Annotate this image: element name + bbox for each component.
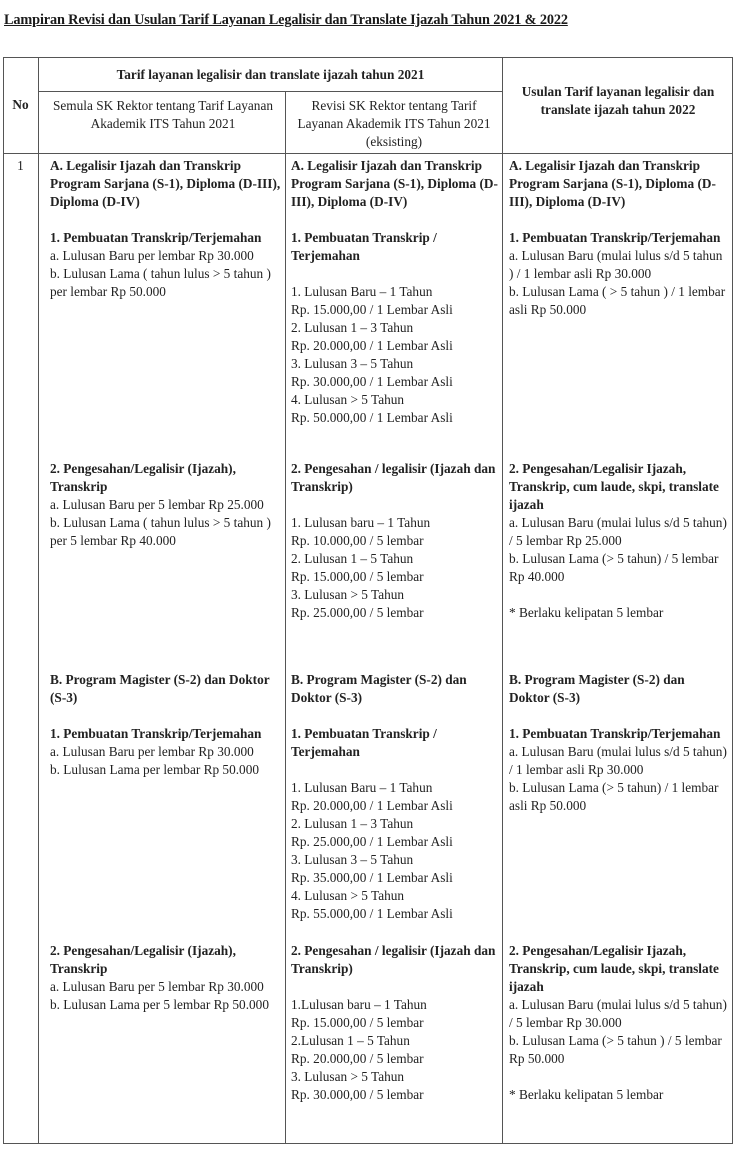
- revisi-b2-line: Rp. 15.000,00 / 5 lembar: [291, 1015, 424, 1030]
- revisi-b1-line: Rp. 20.000,00 / 1 Lembar Asli: [291, 798, 453, 813]
- revisi-a2-title: 2. Pengesahan / legalisir (Ijazah dan Transkrip): [291, 461, 496, 494]
- revisi-b1-line: Rp. 35.000,00 / 1 Lembar Asli: [291, 870, 453, 885]
- revisi-section-b2: [291, 942, 499, 1104]
- usulan-b1-line: b. Lulusan Lama (> 5 tahun) / 1 lembar asli Rp 50.000: [509, 780, 719, 813]
- usulan-b2-line: a. Lulusan Baru (mulai lulus s/d 5 tahun) / 5 lembar Rp 30.000: [509, 997, 727, 1030]
- revisi-b2-line: 3. Lulusan > 5 Tahun: [291, 1069, 405, 1084]
- semula-a1-title: 1. Pembuatan Transkrip/Terjemahan: [50, 230, 262, 245]
- revisi-a1-line: 4. Lulusan > 5 Tahun: [291, 392, 405, 407]
- header-col-revisi: Revisi SK Rektor tentang Tarif Layanan Akademik ITS Tahun 2021 (eksisting): [297, 98, 491, 149]
- revisi-b2-line: 1.Lulusan baru – 1 Tahun: [291, 997, 427, 1012]
- revisi-a1-line: Rp. 30.000,00 / 1 Lembar Asli: [291, 374, 453, 389]
- usulan-a2-line: b. Lulusan Lama (> 5 tahun) / 5 lembar Rp 40.000: [509, 551, 719, 584]
- semula-a-title: A. Legalisir Ijazah dan Transkrip Program Sarjana (S-1), Diploma (D-III), Diploma (D-IV): [50, 158, 281, 209]
- revisi-b-title: B. Program Magister (S-2) dan Doktor (S-3): [291, 672, 467, 705]
- revisi-a2-line: 2. Lulusan 1 – 5 Tahun: [291, 551, 414, 566]
- semula-section-b: [50, 671, 282, 779]
- revisi-a2-line: Rp. 25.000,00 / 5 lembar: [291, 605, 424, 620]
- revisi-a2-line: Rp. 15.000,00 / 5 lembar: [291, 569, 424, 584]
- usulan-a2-line: a. Lulusan Baru (mulai lulus s/d 5 tahun) / 5 lembar Rp 25.000: [509, 515, 727, 548]
- revisi-a-title: A. Legalisir Ijazah dan Transkrip Program Sarjana (S-1), Diploma (D-III), Diploma (D-IV): [291, 158, 498, 209]
- revisi-a2-line: 3. Lulusan > 5 Tahun: [291, 587, 405, 602]
- table-border-top: [3, 57, 733, 58]
- table-border-left: [3, 57, 4, 1144]
- semula-b1-line: b. Lulusan Lama per lembar Rp 50.000: [50, 762, 260, 777]
- usulan-b2-title: 2. Pengesahan/Legalisir Ijazah, Transkrip, cum laude, skpi, translate ijazah: [509, 943, 719, 994]
- header-col-usulan: Usulan Tarif layanan legalisir dan translate ijazah tahun 2022: [521, 84, 715, 117]
- header-bottom-border: [3, 153, 733, 154]
- column-divider-semula: [285, 91, 286, 1144]
- usulan-a1-line: a. Lulusan Baru (mulai lulus s/d 5 tahun ) / 1 lembar asli Rp 30.000: [509, 248, 723, 281]
- table-border-bottom: [3, 1143, 733, 1144]
- revisi-b2-line: Rp. 20.000,00 / 5 lembar: [291, 1051, 424, 1066]
- header-col-semula: Semula SK Rektor tentang Tarif Layanan Akademik ITS Tahun 2021: [53, 98, 274, 131]
- table-border-right: [732, 57, 733, 1144]
- revisi-a1-line: Rp. 15.000,00 / 1 Lembar Asli: [291, 302, 453, 317]
- usulan-section-b2: [509, 942, 727, 1104]
- revisi-section-a2: [291, 460, 499, 622]
- usulan-b2-note: * Berlaku kelipatan 5 lembar: [509, 1087, 664, 1102]
- semula-a2-title: 2. Pengesahan/Legalisir (Ijazah), Transkrip: [50, 461, 236, 494]
- usulan-a2-title: 2. Pengesahan/Legalisir Ijazah, Transkrip, cum laude, skpi, translate ijazah: [509, 461, 719, 512]
- column-divider-revisi: [502, 57, 503, 1144]
- column-divider-no: [38, 57, 39, 1144]
- revisi-a2-line: 1. Lulusan baru – 1 Tahun: [291, 515, 431, 530]
- semula-a2-line: a. Lulusan Baru per 5 lembar Rp 25.000: [50, 497, 264, 512]
- semula-b2-title: 2. Pengesahan/Legalisir (Ijazah), Transkrip: [50, 943, 236, 976]
- semula-b1-line: a. Lulusan Baru per lembar Rp 30.000: [50, 744, 254, 759]
- semula-section-a2: [50, 460, 282, 550]
- row-number: 1: [17, 158, 24, 173]
- revisi-a2-line: Rp. 10.000,00 / 5 lembar: [291, 533, 424, 548]
- usulan-section-a: [509, 157, 727, 319]
- revisi-a1-line: 1. Lulusan Baru – 1 Tahun: [291, 284, 433, 299]
- usulan-b1-title: 1. Pembuatan Transkrip/Terjemahan: [509, 726, 721, 741]
- usulan-a-title: A. Legalisir Ijazah dan Transkrip Program Sarjana (S-1), Diploma (D-III), Diploma (D-IV): [509, 158, 716, 209]
- semula-b-title: B. Program Magister (S-2) dan Doktor (S-3): [50, 672, 270, 705]
- tariff-table: [3, 57, 733, 1144]
- usulan-b-title: B. Program Magister (S-2) dan Doktor (S-3): [509, 672, 685, 705]
- semula-a1-line: b. Lulusan Lama ( tahun lulus > 5 tahun ) per lembar Rp 50.000: [50, 266, 271, 299]
- revisi-b2-line: 2.Lulusan 1 – 5 Tahun: [291, 1033, 410, 1048]
- revisi-b1-line: Rp. 25.000,00 / 1 Lembar Asli: [291, 834, 453, 849]
- usulan-b2-line: b. Lulusan Lama (> 5 tahun ) / 5 lembar Rp 50.000: [509, 1033, 722, 1066]
- usulan-a1-title: 1. Pembuatan Transkrip/Terjemahan: [509, 230, 721, 245]
- revisi-b1-line: 1. Lulusan Baru – 1 Tahun: [291, 780, 433, 795]
- revisi-b2-line: Rp. 30.000,00 / 5 lembar: [291, 1087, 424, 1102]
- revisi-b1-line: 4. Lulusan > 5 Tahun: [291, 888, 405, 903]
- revisi-section-a: [291, 157, 499, 427]
- header-no: No: [12, 97, 29, 112]
- semula-a1-line: a. Lulusan Baru per lembar Rp 30.000: [50, 248, 254, 263]
- revisi-b1-line: Rp. 55.000,00 / 1 Lembar Asli: [291, 906, 453, 921]
- semula-section-b2: [50, 942, 282, 1014]
- semula-b2-line: a. Lulusan Baru per 5 lembar Rp 30.000: [50, 979, 264, 994]
- usulan-section-a2: [509, 460, 727, 622]
- revisi-section-b: [291, 671, 499, 923]
- semula-b2-line: b. Lulusan Lama per 5 lembar Rp 50.000: [50, 997, 269, 1012]
- revisi-a1-line: 3. Lulusan 3 – 5 Tahun: [291, 356, 414, 371]
- revisi-a1-line: Rp. 50.000,00 / 1 Lembar Asli: [291, 410, 453, 425]
- revisi-a1-line: 2. Lulusan 1 – 3 Tahun: [291, 320, 414, 335]
- document-title: Lampiran Revisi dan Usulan Tarif Layanan Legalisir dan Translate Ijazah Tahun 2021 & 2022: [4, 12, 568, 28]
- usulan-a1-line: b. Lulusan Lama ( > 5 tahun ) / 1 lembar asli Rp 50.000: [509, 284, 726, 317]
- usulan-b1-line: a. Lulusan Baru (mulai lulus s/d 5 tahun) / 1 lembar asli Rp 30.000: [509, 744, 727, 777]
- semula-section-a: [50, 157, 282, 301]
- revisi-a1-title: 1. Pembuatan Transkrip / Terjemahan: [291, 230, 437, 263]
- revisi-b1-title: 1. Pembuatan Transkrip / Terjemahan: [291, 726, 437, 759]
- semula-b1-title: 1. Pembuatan Transkrip/Terjemahan: [50, 726, 262, 741]
- revisi-b1-line: 2. Lulusan 1 – 3 Tahun: [291, 816, 414, 831]
- revisi-b1-line: 3. Lulusan 3 – 5 Tahun: [291, 852, 414, 867]
- header-group-divider: [38, 91, 503, 92]
- header-group-2021: Tarif layanan legalisir dan translate ijazah tahun 2021: [116, 67, 425, 82]
- revisi-a1-line: Rp. 20.000,00 / 1 Lembar Asli: [291, 338, 453, 353]
- semula-a2-line: b. Lulusan Lama ( tahun lulus > 5 tahun ) per 5 lembar Rp 40.000: [50, 515, 271, 548]
- usulan-a2-note: * Berlaku kelipatan 5 lembar: [509, 605, 664, 620]
- revisi-b2-title: 2. Pengesahan / legalisir (Ijazah dan Transkrip): [291, 943, 496, 976]
- usulan-section-b: [509, 671, 727, 815]
